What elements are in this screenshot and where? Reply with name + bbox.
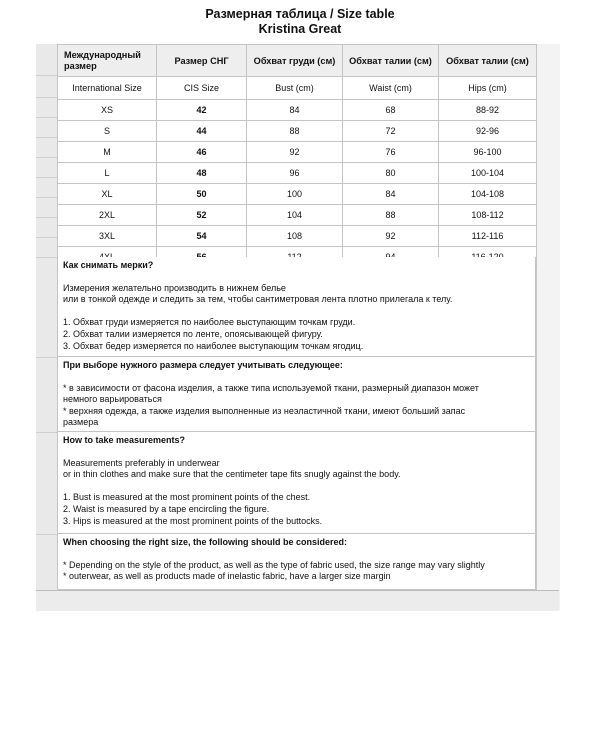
hips-cell: 104-108: [439, 184, 537, 205]
waist-cell: 68: [343, 100, 439, 121]
en-measure-intro-line: Measurements preferably in underwear: [63, 457, 220, 468]
bust-cell: 92: [247, 142, 343, 163]
cis-size-cell: 42: [157, 100, 247, 121]
intl-size-cell: L: [58, 163, 157, 184]
table-row: [58, 226, 537, 247]
ru-choose-heading: При выборе нужного размера следует учитывать следующее:: [63, 360, 343, 370]
cis-size-cell: 44: [157, 121, 247, 142]
brand-name: Kristina Great: [258, 22, 342, 36]
ru-measure-heading: Как снимать мерки?: [63, 260, 154, 270]
ru-measure-section: [57, 257, 536, 357]
table-row: [58, 205, 537, 226]
ru-measure-intro-line: Измерения желательно производить в нижнем белье: [63, 282, 286, 293]
hips-cell: 96-100: [439, 142, 537, 163]
ru-measure-step: 3. Обхват бедер измеряется по наиболее выступающим точкам ягодиц.: [63, 340, 364, 351]
ru-measure-step: 1. Обхват груди измеряется по наиболее выступающим точкам груди.: [63, 317, 356, 328]
subheader-cell: Waist (cm): [343, 77, 439, 100]
table-row: [58, 184, 537, 205]
bust-cell: 96: [247, 163, 343, 184]
bust-cell: 100: [247, 184, 343, 205]
empty-row: [36, 590, 559, 611]
cis-size-cell: 54: [157, 226, 247, 247]
ru-measure-intro-line: или в тонкой одежде и следить за тем, чтобы сантиметровая лента плотно прилегала к телу.: [63, 294, 453, 305]
row-header-column: [36, 44, 58, 610]
en-measure-step: 3. Hips is measured at the most prominent points of the buttocks.: [63, 515, 323, 526]
bust-cell: 108: [247, 226, 343, 247]
header-cell: Обхват груди (см): [247, 45, 343, 77]
cis-size-cell: 46: [157, 142, 247, 163]
en-choose-heading: When choosing the right size, the following should be considered:: [63, 537, 348, 547]
header-cell: Обхват талии (см): [343, 45, 439, 77]
bust-cell: 84: [247, 100, 343, 121]
subheader-cell: CIS Size: [157, 77, 247, 100]
subheader-cell: Hips (cm): [439, 77, 537, 100]
cis-size-cell: 48: [157, 163, 247, 184]
document-title: Размерная таблица / Size table: [205, 7, 395, 21]
en-choose-line: * outerwear, as well as products made of inelastic fabric, have a larger size margin: [63, 571, 391, 582]
header-cell: Международный размер: [58, 45, 157, 77]
ru-choose-line: * верхняя одежда, а также изделия выполненные из неэластичной ткани, имеют больший запас: [63, 405, 466, 416]
header-cell: Обхват талии (см): [439, 45, 537, 77]
ru-measure-step: 2. Обхват талии измеряется по ленте, опоясывающей фигуру.: [63, 328, 323, 339]
intl-size-cell: 2XL: [58, 205, 157, 226]
en-measure-step: 1. Bust is measured at the most prominent points of the chest.: [63, 492, 311, 503]
bust-cell: 104: [247, 205, 343, 226]
hips-cell: 100-104: [439, 163, 537, 184]
en-measure-step: 2. Waist is measured by a tape encircling the figure.: [63, 503, 270, 514]
ru-choose-line: * в зависимости от фасона изделия, а также типа используемой ткани, размерный диапазон может: [63, 382, 479, 393]
table-row: [58, 163, 537, 184]
intl-size-cell: 3XL: [58, 226, 157, 247]
ru-choose-line: немного варьироваться: [63, 394, 162, 405]
hips-cell: 108-112: [439, 205, 537, 226]
en-measure-section: [57, 432, 536, 534]
size-table: [57, 44, 537, 268]
waist-cell: 88: [343, 205, 439, 226]
ru-choose-line: размера: [63, 417, 99, 428]
table-subheader-row: [58, 77, 537, 100]
table-header-row: [58, 45, 537, 77]
waist-cell: 72: [343, 121, 439, 142]
waist-cell: 80: [343, 163, 439, 184]
bust-cell: 88: [247, 121, 343, 142]
waist-cell: 84: [343, 184, 439, 205]
cis-size-cell: 52: [157, 205, 247, 226]
waist-cell: 76: [343, 142, 439, 163]
header-cell: Размер СНГ: [157, 45, 247, 77]
waist-cell: 92: [343, 226, 439, 247]
table-row: [58, 121, 537, 142]
cis-size-cell: 50: [157, 184, 247, 205]
subheader-cell: Bust (cm): [247, 77, 343, 100]
intl-size-cell: XS: [58, 100, 157, 121]
en-choose-line: * Depending on the style of the product, as well as the type of fabric used, the size range may vary slightly: [63, 559, 485, 570]
intl-size-cell: XL: [58, 184, 157, 205]
hips-cell: 88-92: [439, 100, 537, 121]
intl-size-cell: M: [58, 142, 157, 163]
table-row: [58, 142, 537, 163]
empty-column: [536, 44, 560, 610]
hips-cell: 112-116: [439, 226, 537, 247]
size-sheet: [36, 44, 559, 610]
en-measure-heading: How to take measurements?: [63, 435, 186, 445]
table-row: [58, 100, 537, 121]
subheader-cell: International Size: [58, 77, 157, 100]
ru-choose-section: [57, 357, 536, 432]
hips-cell: 92-96: [439, 121, 537, 142]
en-choose-section: [57, 534, 536, 590]
en-measure-intro-line: or in thin clothes and make sure that the centimeter tape fits snugly against the body.: [63, 469, 401, 480]
intl-size-cell: S: [58, 121, 157, 142]
